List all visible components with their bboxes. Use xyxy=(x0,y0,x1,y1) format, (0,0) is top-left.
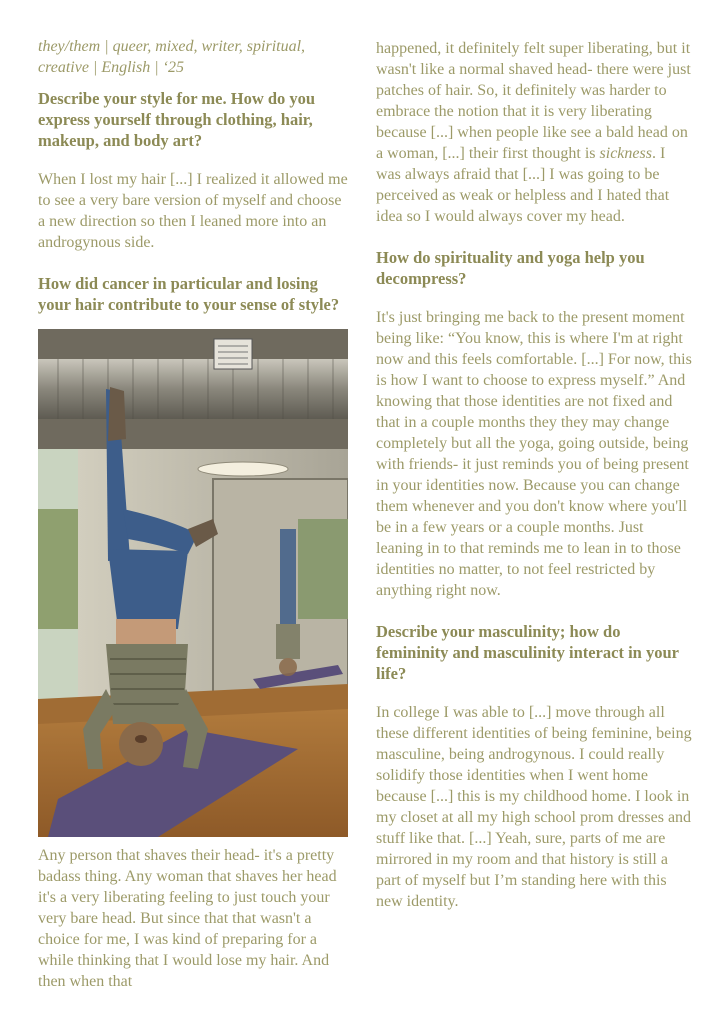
answer-yoga: It's just bringing me back to the present moment being like: “You know, this is where I'm at right now and this feels comfortable. [...] For now, this is how I want to choose to express myself.” And knowing that those identities are not fixed and that in a couple months they they may change completely but all the yoga, going outside, being with friends- it just reminds you of being present in your identities now. Because you can change them whenever and you don't know where you'll be in a few years or a couple months. Just leaning in to that reminds me to lean in to those identities no matter, to not feel restricted by anything right now. xyxy=(376,309,692,599)
emphasis-sickness: sickness xyxy=(599,145,652,162)
answer-masculinity: In college I was able to [...] move through all these different identities of being feminine, being masculine, being androgynous. I could really solidify those identities when I went home because [...] this is my childhood home. I look in my closet at all my high school prom dresses and stuff like that. [...] Yeah, sure, parts of me are mirrored in my room and that history is still a part of myself but I’m standing here with this new identity. xyxy=(376,704,692,910)
left-column xyxy=(38,36,348,1012)
question-masculinity: Describe your masculinity; how do femininity and masculinity interact in your life? xyxy=(376,622,679,683)
answer-style: When I lost my hair [...] I realized it allowed me to see a very bare version of myself and choose a new direction so then I leaned more into an androgynous side. xyxy=(38,171,348,251)
answer-continued-end: . I was always afraid that [...] I was going to be perceived as weak or helpless and I hated that idea so I would always cover my head. xyxy=(376,145,670,225)
question-cancer: How did cancer in particular and losing your hair contribute to your sense of style? xyxy=(38,274,340,314)
question-style: Describe your style for me. How do you express yourself through clothing, hair, makeup, and body art? xyxy=(38,89,316,150)
answer-cancer-continued xyxy=(376,38,692,227)
answer-cancer: Any person that shaves their head- it's a pretty badass thing. Any woman that shaves her head it's a very liberating feeling to just touch your very bare head. But since that that wasn't a choice for me, I was kind of preparing for a while thinking that I would lose my hair. And then when that xyxy=(38,847,337,990)
byline: they/them | queer, mixed, writer, spiritual, creative | English | ‘25 xyxy=(38,38,306,76)
right-column xyxy=(376,38,692,932)
answer-continued-text: happened, it definitely felt super liberating, but it wasn't like a normal shaved head- there were just patches of hair. So, it definitely was harder to embrace the notion that it is very liberating because [...] when people like see a bald head on a woman, [...] their first thought is xyxy=(376,40,691,162)
question-yoga: How do spirituality and yoga help you decompress? xyxy=(376,248,645,288)
headstand-photo xyxy=(38,329,348,837)
photo-illustration xyxy=(38,329,348,837)
